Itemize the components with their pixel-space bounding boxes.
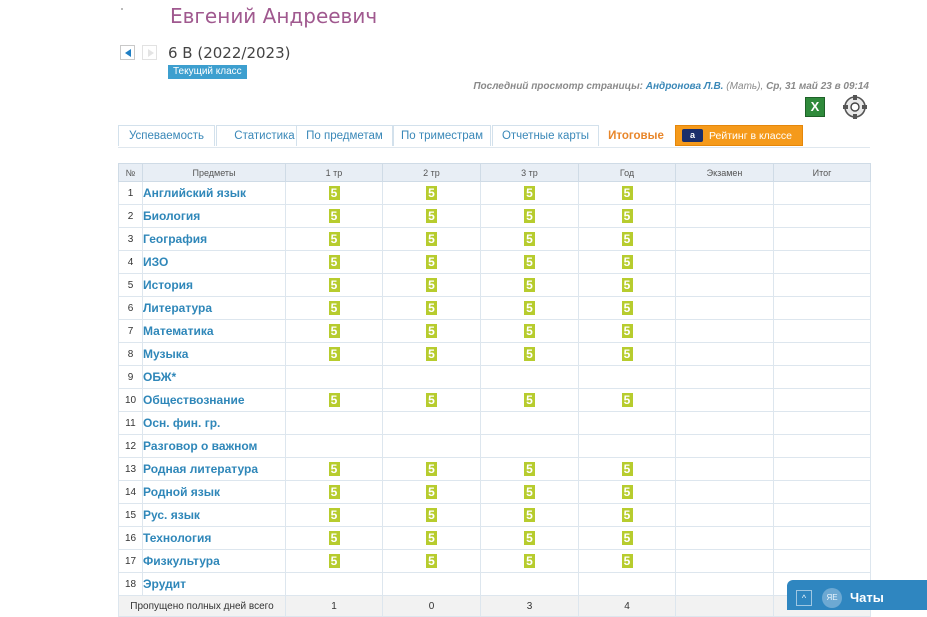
grade-cell-final bbox=[774, 251, 871, 274]
table-row bbox=[119, 504, 871, 527]
grade-mark[interactable]: 5 bbox=[426, 462, 437, 476]
last-view-datetime: Ср, 31 май 23 в 09:14 bbox=[766, 81, 869, 92]
grade-cell-final bbox=[774, 412, 871, 435]
grade-cell-exam bbox=[676, 274, 774, 297]
grade-mark[interactable]: 5 bbox=[524, 278, 535, 292]
grade-cell-exam bbox=[676, 182, 774, 205]
missed-days-exam bbox=[676, 596, 774, 617]
grade-cell-t3 bbox=[481, 412, 579, 435]
grade-cell-year bbox=[579, 435, 676, 458]
grade-cell-t3 bbox=[481, 251, 579, 274]
grade-mark[interactable]: 5 bbox=[329, 347, 340, 361]
student-name: Евгений Андреевич bbox=[170, 4, 378, 28]
subject-link[interactable]: Музыка bbox=[143, 343, 286, 366]
grade-mark[interactable]: 5 bbox=[524, 209, 535, 223]
table-row bbox=[119, 205, 871, 228]
grade-cell-t2 bbox=[383, 366, 481, 389]
grade-mark[interactable]: 5 bbox=[524, 186, 535, 200]
grade-mark[interactable]: 5 bbox=[426, 531, 437, 545]
grade-cell-t2 bbox=[383, 274, 481, 297]
grade-cell-t2 bbox=[383, 550, 481, 573]
grade-cell-t2 bbox=[383, 412, 481, 435]
grade-mark[interactable]: 5 bbox=[329, 232, 340, 246]
subject-link[interactable]: Обществознание bbox=[143, 389, 286, 412]
decor-dot bbox=[121, 8, 123, 10]
grade-cell-exam bbox=[676, 343, 774, 366]
next-class-button[interactable] bbox=[142, 45, 157, 60]
grade-cell-t3 bbox=[481, 481, 579, 504]
grade-mark[interactable]: 5 bbox=[426, 255, 437, 269]
current-class-badge: Текущий класс bbox=[168, 65, 247, 79]
table-row bbox=[119, 297, 871, 320]
row-number: 2 bbox=[119, 205, 143, 228]
grade-cell-t1 bbox=[286, 481, 383, 504]
grade-cell-t1 bbox=[286, 412, 383, 435]
table-header-row bbox=[119, 164, 871, 182]
grade-cell-t1 bbox=[286, 228, 383, 251]
grade-cell-t2 bbox=[383, 481, 481, 504]
subject-link[interactable]: ИЗО bbox=[143, 251, 286, 274]
grade-cell-exam bbox=[676, 251, 774, 274]
grade-mark[interactable]: 5 bbox=[426, 347, 437, 361]
grade-mark[interactable]: 5 bbox=[622, 554, 633, 568]
tab-by-trimesters[interactable]: По триместрам bbox=[393, 125, 491, 146]
prev-class-button[interactable] bbox=[120, 45, 135, 60]
grade-cell-t1 bbox=[286, 251, 383, 274]
grade-cell-t1 bbox=[286, 297, 383, 320]
grade-cell-t3 bbox=[481, 573, 579, 596]
grade-cell-t1 bbox=[286, 458, 383, 481]
grade-mark[interactable]: 5 bbox=[329, 301, 340, 315]
grade-mark[interactable]: 5 bbox=[426, 301, 437, 315]
grade-cell-t3 bbox=[481, 389, 579, 412]
last-view-relation: (Мать), bbox=[726, 81, 764, 92]
table-row bbox=[119, 435, 871, 458]
grade-mark[interactable]: 5 bbox=[426, 209, 437, 223]
grade-mark[interactable]: 5 bbox=[524, 347, 535, 361]
grade-mark[interactable]: 5 bbox=[524, 232, 535, 246]
grade-cell-t1 bbox=[286, 573, 383, 596]
report-tabs bbox=[118, 125, 870, 148]
row-number: 16 bbox=[119, 527, 143, 550]
table-row bbox=[119, 343, 871, 366]
grade-mark[interactable]: 5 bbox=[329, 278, 340, 292]
grade-cell-t3 bbox=[481, 297, 579, 320]
grade-cell-year bbox=[579, 251, 676, 274]
grade-cell-final bbox=[774, 435, 871, 458]
last-view-info bbox=[473, 81, 869, 92]
grade-cell-year bbox=[579, 320, 676, 343]
row-number: 3 bbox=[119, 228, 143, 251]
subject-link[interactable]: Литература bbox=[143, 297, 286, 320]
grade-cell-t2 bbox=[383, 205, 481, 228]
grade-mark[interactable]: 5 bbox=[329, 186, 340, 200]
grade-cell-final bbox=[774, 320, 871, 343]
grade-cell-t2 bbox=[383, 527, 481, 550]
grade-mark[interactable]: 5 bbox=[524, 531, 535, 545]
grade-cell-exam bbox=[676, 458, 774, 481]
row-number: 18 bbox=[119, 573, 143, 596]
grade-cell-exam bbox=[676, 504, 774, 527]
grade-mark[interactable]: 5 bbox=[622, 209, 633, 223]
subject-link[interactable]: Рус. язык bbox=[143, 504, 286, 527]
grade-cell-final bbox=[774, 343, 871, 366]
row-number: 5 bbox=[119, 274, 143, 297]
grade-mark[interactable]: 5 bbox=[426, 278, 437, 292]
grade-mark[interactable]: 5 bbox=[426, 485, 437, 499]
row-number: 10 bbox=[119, 389, 143, 412]
grade-cell-exam bbox=[676, 435, 774, 458]
subject-link[interactable]: Разговор о важном bbox=[143, 435, 286, 458]
missed-days-t2: 0 bbox=[383, 596, 481, 617]
subject-link[interactable]: Математика bbox=[143, 320, 286, 343]
grade-mark[interactable]: 5 bbox=[329, 531, 340, 545]
grade-cell-t1 bbox=[286, 504, 383, 527]
grade-mark[interactable]: 5 bbox=[524, 393, 535, 407]
grade-mark[interactable]: 5 bbox=[622, 232, 633, 246]
grade-cell-t1 bbox=[286, 389, 383, 412]
grade-cell-t2 bbox=[383, 458, 481, 481]
excel-export-icon[interactable] bbox=[805, 97, 825, 117]
row-number: 11 bbox=[119, 412, 143, 435]
table-row bbox=[119, 320, 871, 343]
missed-days-label: Пропущено полных дней всего bbox=[119, 596, 286, 617]
grade-cell-year bbox=[579, 366, 676, 389]
grade-cell-year bbox=[579, 412, 676, 435]
header-trimester-1: 1 тр bbox=[286, 164, 383, 182]
header-number: № bbox=[119, 164, 143, 182]
subject-link[interactable]: Родная литература bbox=[143, 458, 286, 481]
subject-link[interactable]: Биология bbox=[143, 205, 286, 228]
row-number: 1 bbox=[119, 182, 143, 205]
table-row bbox=[119, 573, 871, 596]
grade-cell-t3 bbox=[481, 343, 579, 366]
table-row bbox=[119, 251, 871, 274]
grade-mark[interactable]: 5 bbox=[622, 508, 633, 522]
grade-cell-year bbox=[579, 481, 676, 504]
tab-final[interactable]: Итоговые bbox=[600, 125, 672, 146]
last-view-label: Последний просмотр страницы: bbox=[473, 81, 643, 92]
grade-cell-t2 bbox=[383, 182, 481, 205]
grade-cell-t1 bbox=[286, 274, 383, 297]
grade-cell-year bbox=[579, 274, 676, 297]
row-number: 8 bbox=[119, 343, 143, 366]
grade-cell-t3 bbox=[481, 320, 579, 343]
tab-report-cards[interactable]: Отчетные карты bbox=[492, 125, 599, 146]
subject-link[interactable]: Эрудит bbox=[143, 573, 286, 596]
row-number: 7 bbox=[119, 320, 143, 343]
grade-cell-exam bbox=[676, 297, 774, 320]
table-row bbox=[119, 527, 871, 550]
grade-cell-year bbox=[579, 343, 676, 366]
chat-label: Чаты bbox=[850, 590, 884, 605]
grade-mark[interactable]: 5 bbox=[524, 554, 535, 568]
grade-cell-t2 bbox=[383, 343, 481, 366]
table-row bbox=[119, 182, 871, 205]
grade-cell-t2 bbox=[383, 573, 481, 596]
table-row bbox=[119, 550, 871, 573]
subject-link[interactable]: Английский язык bbox=[143, 182, 286, 205]
grade-cell-t2 bbox=[383, 251, 481, 274]
subject-link[interactable]: История bbox=[143, 274, 286, 297]
grade-mark[interactable]: 5 bbox=[524, 255, 535, 269]
grade-mark[interactable]: 5 bbox=[622, 324, 633, 338]
row-number: 14 bbox=[119, 481, 143, 504]
tab-by-subjects[interactable]: По предметам bbox=[296, 125, 393, 146]
grade-cell-t3 bbox=[481, 504, 579, 527]
arrow-left-icon bbox=[125, 49, 131, 57]
grade-mark[interactable]: 5 bbox=[329, 393, 340, 407]
grade-cell-final bbox=[774, 228, 871, 251]
grade-cell-t1 bbox=[286, 435, 383, 458]
tab-progress[interactable]: Успеваемость bbox=[118, 125, 215, 146]
grade-mark[interactable]: 5 bbox=[426, 186, 437, 200]
header-exam: Экзамен bbox=[676, 164, 774, 182]
grade-cell-t3 bbox=[481, 458, 579, 481]
grade-cell-t3 bbox=[481, 182, 579, 205]
grade-cell-t2 bbox=[383, 297, 481, 320]
grade-cell-final bbox=[774, 550, 871, 573]
tab-statistics[interactable]: Статистика bbox=[216, 125, 313, 146]
grade-mark[interactable]: 5 bbox=[622, 393, 633, 407]
row-number: 6 bbox=[119, 297, 143, 320]
grade-cell-t3 bbox=[481, 435, 579, 458]
grade-cell-t3 bbox=[481, 228, 579, 251]
grade-cell-year bbox=[579, 527, 676, 550]
grade-mark[interactable]: 5 bbox=[426, 324, 437, 338]
grade-mark[interactable]: 5 bbox=[622, 301, 633, 315]
missed-days-row bbox=[119, 596, 871, 617]
subject-link[interactable]: Технология bbox=[143, 527, 286, 550]
grade-cell-exam bbox=[676, 573, 774, 596]
chat-panel[interactable] bbox=[787, 580, 927, 610]
grade-mark[interactable]: 5 bbox=[622, 186, 633, 200]
grade-cell-exam bbox=[676, 228, 774, 251]
grade-mark[interactable]: 5 bbox=[329, 209, 340, 223]
grade-cell-exam bbox=[676, 412, 774, 435]
grade-cell-year bbox=[579, 504, 676, 527]
grade-cell-final bbox=[774, 366, 871, 389]
grade-cell-year bbox=[579, 182, 676, 205]
grade-mark[interactable]: 5 bbox=[524, 301, 535, 315]
grade-cell-exam bbox=[676, 527, 774, 550]
row-number: 13 bbox=[119, 458, 143, 481]
grade-cell-final bbox=[774, 389, 871, 412]
grade-cell-year bbox=[579, 458, 676, 481]
grade-cell-year bbox=[579, 550, 676, 573]
grade-cell-year bbox=[579, 389, 676, 412]
table-row bbox=[119, 412, 871, 435]
grade-cell-final bbox=[774, 504, 871, 527]
grade-cell-exam bbox=[676, 389, 774, 412]
grade-mark[interactable]: 5 bbox=[524, 462, 535, 476]
header-subject: Предметы bbox=[143, 164, 286, 182]
header-trimester-2: 2 тр bbox=[383, 164, 481, 182]
grade-cell-t2 bbox=[383, 435, 481, 458]
grade-cell-t3 bbox=[481, 274, 579, 297]
grade-cell-t2 bbox=[383, 320, 481, 343]
grade-mark[interactable]: 5 bbox=[622, 531, 633, 545]
chevron-up-icon[interactable]: ^ bbox=[796, 590, 812, 606]
subject-link[interactable]: Физкультура bbox=[143, 550, 286, 573]
header-final: Итог bbox=[774, 164, 871, 182]
grade-cell-final bbox=[774, 458, 871, 481]
grade-mark[interactable]: 5 bbox=[329, 255, 340, 269]
grade-mark[interactable]: 5 bbox=[622, 278, 633, 292]
grade-cell-exam bbox=[676, 205, 774, 228]
excel-glyph: X bbox=[810, 99, 820, 114]
class-title: 6 В (2022/2023) bbox=[168, 44, 291, 62]
subject-link[interactable]: География bbox=[143, 228, 286, 251]
grade-cell-final bbox=[774, 481, 871, 504]
row-number: 15 bbox=[119, 504, 143, 527]
grade-cell-t1 bbox=[286, 527, 383, 550]
grade-mark[interactable]: 5 bbox=[524, 508, 535, 522]
table-row bbox=[119, 274, 871, 297]
grade-cell-t1 bbox=[286, 205, 383, 228]
table-row bbox=[119, 228, 871, 251]
grade-cell-final bbox=[774, 205, 871, 228]
grade-mark[interactable]: 5 bbox=[622, 255, 633, 269]
grade-mark[interactable]: 5 bbox=[329, 485, 340, 499]
grade-cell-year bbox=[579, 297, 676, 320]
grade-mark[interactable]: 5 bbox=[329, 324, 340, 338]
row-number: 17 bbox=[119, 550, 143, 573]
grade-cell-t2 bbox=[383, 228, 481, 251]
grade-cell-exam bbox=[676, 550, 774, 573]
grade-cell-year bbox=[579, 573, 676, 596]
arrow-right-icon bbox=[148, 49, 154, 57]
grade-cell-t2 bbox=[383, 504, 481, 527]
grade-cell-t3 bbox=[481, 527, 579, 550]
grade-cell-final bbox=[774, 527, 871, 550]
table-row bbox=[119, 366, 871, 389]
table-row bbox=[119, 389, 871, 412]
grade-cell-t2 bbox=[383, 389, 481, 412]
row-number: 4 bbox=[119, 251, 143, 274]
grade-mark[interactable]: 5 bbox=[622, 462, 633, 476]
grade-cell-year bbox=[579, 205, 676, 228]
tab-class-rating-label: Рейтинг в классе bbox=[709, 130, 792, 142]
grade-mark[interactable]: 5 bbox=[426, 232, 437, 246]
grade-cell-exam bbox=[676, 366, 774, 389]
grade-mark[interactable]: 5 bbox=[622, 485, 633, 499]
print-icon[interactable] bbox=[842, 94, 868, 120]
last-view-viewer-link[interactable]: Андронова Л.В. bbox=[645, 81, 724, 92]
grade-cell-exam bbox=[676, 481, 774, 504]
grade-mark[interactable]: 5 bbox=[329, 462, 340, 476]
grade-mark[interactable]: 5 bbox=[524, 324, 535, 338]
grade-cell-t1 bbox=[286, 320, 383, 343]
subject-link[interactable]: ОБЖ* bbox=[143, 366, 286, 389]
grade-mark[interactable]: 5 bbox=[426, 393, 437, 407]
grade-mark[interactable]: 5 bbox=[524, 485, 535, 499]
table-row bbox=[119, 458, 871, 481]
grade-cell-final bbox=[774, 182, 871, 205]
table-row bbox=[119, 481, 871, 504]
header-year: Год bbox=[579, 164, 676, 182]
tab-class-rating[interactable] bbox=[675, 125, 803, 146]
grade-cell-t1 bbox=[286, 343, 383, 366]
final-grades-table bbox=[118, 163, 871, 617]
subject-link[interactable]: Родной язык bbox=[143, 481, 286, 504]
grade-mark[interactable]: 5 bbox=[329, 554, 340, 568]
grade-cell-exam bbox=[676, 320, 774, 343]
rating-logo-icon: a bbox=[682, 129, 703, 142]
grade-cell-t3 bbox=[481, 366, 579, 389]
row-number: 12 bbox=[119, 435, 143, 458]
grade-mark[interactable]: 5 bbox=[329, 508, 340, 522]
grade-cell-final bbox=[774, 274, 871, 297]
grade-cell-t1 bbox=[286, 550, 383, 573]
missed-days-year: 4 bbox=[579, 596, 676, 617]
avatar: ЯЕ bbox=[822, 588, 842, 608]
missed-days-t3: 3 bbox=[481, 596, 579, 617]
grade-mark[interactable]: 5 bbox=[622, 347, 633, 361]
grade-mark[interactable]: 5 bbox=[426, 508, 437, 522]
grade-cell-year bbox=[579, 228, 676, 251]
subject-link[interactable]: Осн. фин. гр. bbox=[143, 412, 286, 435]
row-number: 9 bbox=[119, 366, 143, 389]
grade-cell-t3 bbox=[481, 550, 579, 573]
header-trimester-3: 3 тр bbox=[481, 164, 579, 182]
grade-cell-t1 bbox=[286, 182, 383, 205]
missed-days-t1: 1 bbox=[286, 596, 383, 617]
grade-cell-t1 bbox=[286, 366, 383, 389]
grade-cell-t3 bbox=[481, 205, 579, 228]
grade-cell-final bbox=[774, 297, 871, 320]
grade-mark[interactable]: 5 bbox=[426, 554, 437, 568]
